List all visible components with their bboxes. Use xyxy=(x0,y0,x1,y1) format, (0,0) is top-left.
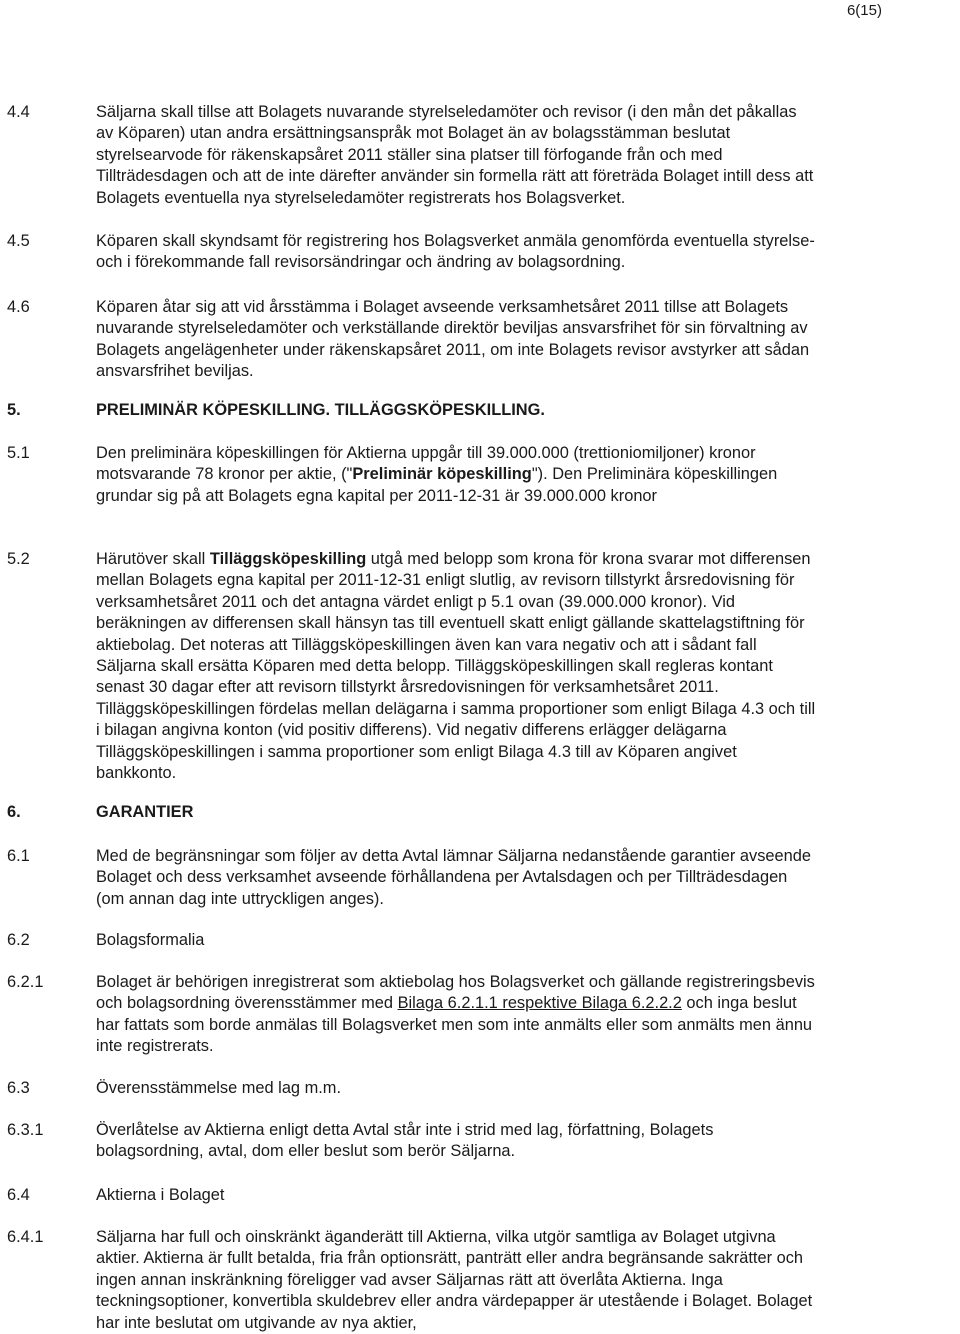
clause-heading: Aktierna i Bolaget xyxy=(96,1186,225,1204)
clause-heading: Bolagsformalia xyxy=(96,931,205,949)
section-title: GARANTIER xyxy=(96,803,194,821)
page-number: 6(15) xyxy=(846,2,882,19)
clause-number: 4.5 xyxy=(7,232,30,250)
text-part: och inga beslut har fattats som borde anmälas till Bolagsverket men som inte anmälts eller som anmälts men ännu inte registrerats. xyxy=(96,994,813,1056)
clause-text: Säljarna har full och oinskränkt äganderätt till Aktierna, vilka utgör samtliga av Bolaget utgivna aktier. Aktierna är fullt betalda, fria från optionsrätt, panträtt eller andra begränsande sakrätter och ingen annan inskränkning föreligger vad avser Säljarnas rätt att överlåta Aktierna. Inga teckningsoptioner, konvertibla skuldebrev eller andra värdepapper är utestående i Bolaget. Bolaget har inte beslutat om utgivande av nya aktier, xyxy=(96,1228,813,1332)
clause-number: 4.6 xyxy=(7,298,30,316)
clause-text: Med de begränsningar som följer av detta Avtal lämnar Säljarna nedanstående garantier avseende Bolaget och dess verksamhet avseende förhållandena per Avtalsdagen och per Tillträdesdagen (om annan dag inte uttryckligen anges). xyxy=(96,847,811,908)
clause-number: 6.2.1 xyxy=(7,973,44,991)
text-part: "). Den Preliminära köpeskillingen grundar sig på att Bolagets egna kapital per 2011-12-31 är 39.000.000 kronor xyxy=(96,465,778,505)
clause-text xyxy=(96,972,818,1058)
clause-number: 4.4 xyxy=(7,103,30,121)
clause-number: 5.2 xyxy=(7,550,30,568)
clause-number: 6.3 xyxy=(7,1079,30,1097)
clause-text xyxy=(96,443,818,507)
clause-text xyxy=(96,549,818,784)
clause-number: 6.1 xyxy=(7,847,30,865)
clause-text: Köparen skall skyndsamt för registrering hos Bolagsverket anmäla genomförda eventuella styrelse- och i förekommande fall revisorsändringar och ändring av bolagsordning. xyxy=(96,232,815,272)
clause-number: 6.3.1 xyxy=(7,1121,44,1139)
clause-heading: Överensstämmelse med lag m.m. xyxy=(96,1079,342,1097)
text-part: Den preliminära köpeskillingen för Aktierna uppgår till 39.000.000 (trettioniomiljoner) kronor motsvarande 78 kronor per aktie, (" xyxy=(96,444,756,484)
section-number: 5. xyxy=(7,401,21,419)
text-part: utgå med belopp som krona för krona svarar mot differensen mellan Bolagets egna kapital per 2011-12-31 enligt slutlig, av revisorn tillstyrkt årsredovisning för verksamhetsåret 2011 och det antagna värdet enligt p 5.1 ovan (39.000.000 kronor). Vid beräkningen av differensen skall hänsyn tas till eventuell skatt enligt gällande skattelagstiftning för aktiebolag. Det noteras att Tilläggsköpeskillingen även kan vara negativ och att i sådant fall Säljarna skall ersätta Köparen med detta belopp. Tilläggsköpeskillingen skall regleras kontant senast 30 dagar efter att revisorn tillstyrkt årsredovisningen för verksamhetsåret 2011. Tilläggsköpeskillingen fördelas mellan delägarna i samma proportioner som enligt Bilaga 4.3 och till i bilagan angivna konton (vid positiv differens). Vid negativ differens erlägger delägarna Tilläggsköpeskillingen i samma proportioner som enligt Bilaga 4.3 till av Köparen angivet bankkonto. xyxy=(96,550,816,783)
clause-text: Överlåtelse av Aktierna enligt detta Avtal står inte i strid med lag, författning, Bolagets bolagsordning, avtal, dom eller beslut som berör Säljarna. xyxy=(96,1121,714,1161)
defined-term: Preliminär köpeskilling xyxy=(352,465,532,484)
clause-text: Köparen åtar sig att vid årsstämma i Bolaget avseende verksamhetsåret 2011 tillse att Bolagets nuvarande styrelseledamöter och verkställande direktör beviljas ansvarsfrihet för sin förvaltning av Bolagets angelägenheter under räkenskapsåret 2011, om inte Bolagets revisor avstyrker att sådan ansvarsfrihet beviljas. xyxy=(96,298,810,381)
section-title: PRELIMINÄR KÖPESKILLING. TILLÄGGSKÖPESKILLING. xyxy=(96,401,545,419)
defined-term: Tilläggsköpeskilling xyxy=(209,550,367,568)
text-part: Härutöver skall xyxy=(96,550,210,568)
appendix-reference: Bilaga 6.2.1.1 respektive Bilaga 6.2.2.2 xyxy=(397,994,682,1013)
text-part: Bolaget är behörigen inregistrerat som aktiebolag hos Bolagsverket och gällande registreringsbevis och bolagsordning överensstämmer med xyxy=(96,973,815,1013)
clause-number: 6.4 xyxy=(7,1186,30,1204)
section-number: 6. xyxy=(7,803,21,821)
clause-text: Säljarna skall tillse att Bolagets nuvarande styrelseledamöter och revisor (i den mån det påkallas av Köparen) utan andra ersättningsanspråk mot Bolaget än av bolagsstämman beslutat styrelsearvode för räkenskapsåret 2011 ställer sina platser till förfogande från och med Tillträdesdagen och att de inte därefter använder sin formella rätt att företräda Bolaget intill dess att Bolagets eventuella nya styrelseledamöter registrerats hos Bolagsverket. xyxy=(96,103,814,207)
clause-number: 6.2 xyxy=(7,931,30,949)
clause-number: 6.4.1 xyxy=(7,1228,44,1246)
clause-number: 5.1 xyxy=(7,444,30,462)
